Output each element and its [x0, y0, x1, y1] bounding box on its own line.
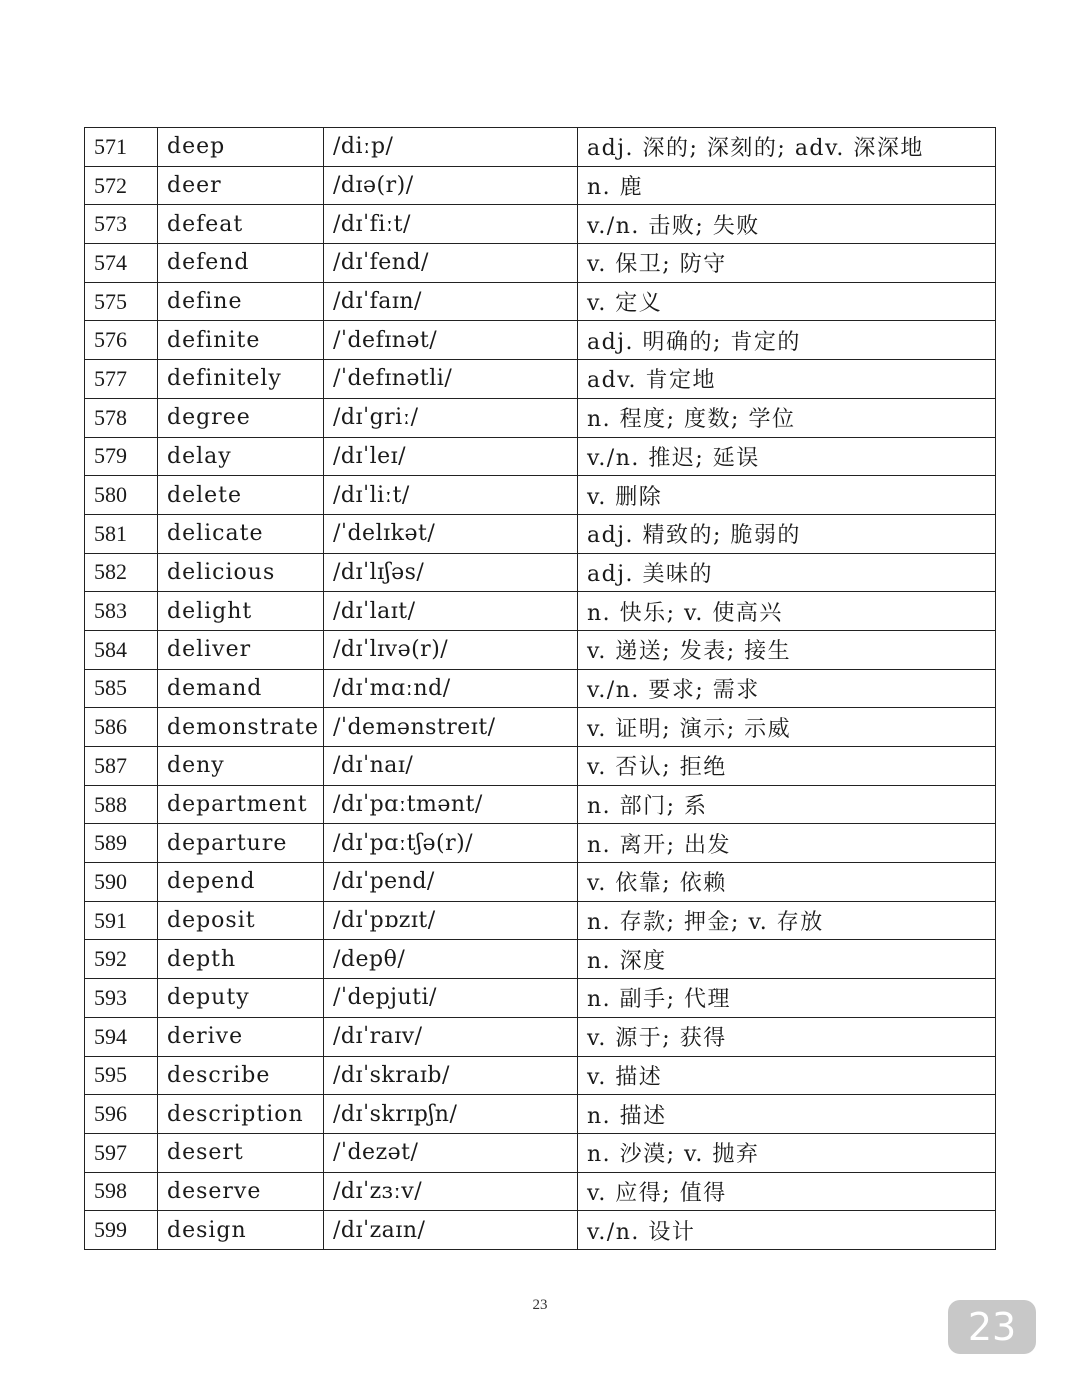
entry-word: delicate — [158, 514, 324, 553]
entry-phonetic: /dɪˈraɪv/ — [324, 1017, 578, 1056]
entry-word: departure — [158, 824, 324, 863]
entry-meaning: n. 深度 — [578, 940, 996, 979]
entry-meaning: v. 保卫; 防守 — [578, 244, 996, 283]
entry-word: depend — [158, 863, 324, 902]
entry-meaning: n. 程度; 度数; 学位 — [578, 398, 996, 437]
entry-number: 582 — [85, 553, 158, 592]
table-row — [85, 669, 996, 708]
entry-meaning: n. 存款; 押金; v. 存放 — [578, 901, 996, 940]
entry-phonetic: /ˈdefɪnətli/ — [324, 360, 578, 399]
table-row — [85, 282, 996, 321]
table-row — [85, 514, 996, 553]
table-row — [85, 901, 996, 940]
entry-number: 580 — [85, 476, 158, 515]
entry-number: 586 — [85, 708, 158, 747]
entry-number: 597 — [85, 1133, 158, 1172]
entry-word: delete — [158, 476, 324, 515]
entry-phonetic: /dɪə(r)/ — [324, 166, 578, 205]
entry-number: 576 — [85, 321, 158, 360]
entry-phonetic: /dɪˈzaɪn/ — [324, 1211, 578, 1250]
entry-word: deny — [158, 747, 324, 786]
entry-word: defend — [158, 244, 324, 283]
entry-number: 571 — [85, 128, 158, 167]
entry-meaning: v. 删除 — [578, 476, 996, 515]
entry-meaning: n. 沙漠; v. 抛弃 — [578, 1133, 996, 1172]
entry-number: 578 — [85, 398, 158, 437]
entry-phonetic: /dɪˈmɑːnd/ — [324, 669, 578, 708]
entry-meaning: v. 定义 — [578, 282, 996, 321]
entry-phonetic: /dɪˈzɜːv/ — [324, 1172, 578, 1211]
entry-word: description — [158, 1095, 324, 1134]
entry-meaning: adj. 精致的; 脆弱的 — [578, 514, 996, 553]
entry-word: define — [158, 282, 324, 321]
entry-number: 575 — [85, 282, 158, 321]
table-row — [85, 747, 996, 786]
entry-phonetic: /dɪˈleɪ/ — [324, 437, 578, 476]
entry-word: demand — [158, 669, 324, 708]
entry-word: describe — [158, 1056, 324, 1095]
table-row — [85, 1017, 996, 1056]
entry-word: desert — [158, 1133, 324, 1172]
table-row — [85, 321, 996, 360]
entry-word: deserve — [158, 1172, 324, 1211]
entry-number: 572 — [85, 166, 158, 205]
entry-phonetic: /dɪˈskraɪb/ — [324, 1056, 578, 1095]
entry-phonetic: /dɪˈpend/ — [324, 863, 578, 902]
entry-number: 583 — [85, 592, 158, 631]
entry-word: delay — [158, 437, 324, 476]
entry-phonetic: /ˈdezət/ — [324, 1133, 578, 1172]
entry-word: definite — [158, 321, 324, 360]
entry-word: deep — [158, 128, 324, 167]
entry-number: 589 — [85, 824, 158, 863]
table-row — [85, 437, 996, 476]
entry-meaning: v./n. 要求; 需求 — [578, 669, 996, 708]
entry-number: 581 — [85, 514, 158, 553]
table-row — [85, 166, 996, 205]
entry-number: 579 — [85, 437, 158, 476]
entry-meaning: v./n. 推迟; 延误 — [578, 437, 996, 476]
entry-phonetic: /depθ/ — [324, 940, 578, 979]
entry-number: 595 — [85, 1056, 158, 1095]
table-row — [85, 785, 996, 824]
entry-word: delicious — [158, 553, 324, 592]
entry-phonetic: /dɪˈpɑːtʃə(r)/ — [324, 824, 578, 863]
entry-word: delight — [158, 592, 324, 631]
entry-phonetic: /dɪˈliːt/ — [324, 476, 578, 515]
table-row — [85, 863, 996, 902]
entry-number: 574 — [85, 244, 158, 283]
entry-meaning: v./n. 设计 — [578, 1211, 996, 1250]
entry-phonetic: /dɪˈlɪʃəs/ — [324, 553, 578, 592]
entry-phonetic: /dɪˈpɑːtmənt/ — [324, 785, 578, 824]
entry-word: depth — [158, 940, 324, 979]
entry-number: 584 — [85, 630, 158, 669]
table-row — [85, 553, 996, 592]
entry-meaning: v. 证明; 演示; 示威 — [578, 708, 996, 747]
vocabulary-table-body — [85, 128, 996, 1250]
entry-phonetic: /ˈdemənstreɪt/ — [324, 708, 578, 747]
entry-meaning: adj. 深的; 深刻的; adv. 深深地 — [578, 128, 996, 167]
entry-word: defeat — [158, 205, 324, 244]
table-row — [85, 1056, 996, 1095]
table-row — [85, 979, 996, 1018]
entry-meaning: v. 应得; 值得 — [578, 1172, 996, 1211]
entry-phonetic: /ˈdefɪnət/ — [324, 321, 578, 360]
entry-number: 591 — [85, 901, 158, 940]
entry-meaning: v. 描述 — [578, 1056, 996, 1095]
entry-number: 588 — [85, 785, 158, 824]
entry-meaning: v. 依靠; 依赖 — [578, 863, 996, 902]
table-row — [85, 630, 996, 669]
entry-word: deliver — [158, 630, 324, 669]
table-row — [85, 398, 996, 437]
entry-word: design — [158, 1211, 324, 1250]
entry-phonetic: /dɪˈfiːt/ — [324, 205, 578, 244]
entry-word: deputy — [158, 979, 324, 1018]
table-row — [85, 244, 996, 283]
entry-number: 587 — [85, 747, 158, 786]
table-row — [85, 1172, 996, 1211]
table-row — [85, 824, 996, 863]
page-number: 23 — [532, 1297, 548, 1313]
entry-number: 592 — [85, 940, 158, 979]
entry-phonetic: /dɪˈlaɪt/ — [324, 592, 578, 631]
entry-word: derive — [158, 1017, 324, 1056]
table-row — [85, 1095, 996, 1134]
entry-number: 598 — [85, 1172, 158, 1211]
entry-meaning: v. 源于; 获得 — [578, 1017, 996, 1056]
entry-meaning: v./n. 击败; 失败 — [578, 205, 996, 244]
entry-phonetic: /ˈdepjuti/ — [324, 979, 578, 1018]
entry-phonetic: /dɪˈlɪvə(r)/ — [324, 630, 578, 669]
entry-word: deposit — [158, 901, 324, 940]
entry-phonetic: /dɪˈpɒzɪt/ — [324, 901, 578, 940]
entry-phonetic: /dɪˈfend/ — [324, 244, 578, 283]
entry-meaning: n. 鹿 — [578, 166, 996, 205]
table-row — [85, 1211, 996, 1250]
entry-meaning: n. 离开; 出发 — [578, 824, 996, 863]
entry-number: 599 — [85, 1211, 158, 1250]
entry-word: deer — [158, 166, 324, 205]
entry-word: degree — [158, 398, 324, 437]
entry-meaning: adv. 肯定地 — [578, 360, 996, 399]
entry-number: 590 — [85, 863, 158, 902]
table-row — [85, 940, 996, 979]
entry-phonetic: /dɪˈgriː/ — [324, 398, 578, 437]
vocabulary-table — [84, 127, 996, 1250]
table-row — [85, 205, 996, 244]
entry-meaning: adj. 美味的 — [578, 553, 996, 592]
page-number-badge[interactable]: 23 — [948, 1300, 1036, 1354]
entry-phonetic: /dɪˈfaɪn/ — [324, 282, 578, 321]
entry-meaning: n. 描述 — [578, 1095, 996, 1134]
entry-phonetic: /diːp/ — [324, 128, 578, 167]
entry-number: 594 — [85, 1017, 158, 1056]
entry-word: department — [158, 785, 324, 824]
entry-word: demonstrate — [158, 708, 324, 747]
table-row — [85, 592, 996, 631]
entry-number: 577 — [85, 360, 158, 399]
table-row — [85, 708, 996, 747]
table-row — [85, 476, 996, 515]
table-row — [85, 1133, 996, 1172]
table-row — [85, 128, 996, 167]
entry-word: definitely — [158, 360, 324, 399]
entry-meaning: n. 部门; 系 — [578, 785, 996, 824]
entry-meaning: v. 递送; 发表; 接生 — [578, 630, 996, 669]
entry-phonetic: /dɪˈnaɪ/ — [324, 747, 578, 786]
entry-meaning: n. 副手; 代理 — [578, 979, 996, 1018]
entry-meaning: n. 快乐; v. 使高兴 — [578, 592, 996, 631]
entry-meaning: v. 否认; 拒绝 — [578, 747, 996, 786]
entry-phonetic: /ˈdelɪkət/ — [324, 514, 578, 553]
entry-number: 573 — [85, 205, 158, 244]
entry-number: 596 — [85, 1095, 158, 1134]
table-row — [85, 360, 996, 399]
entry-number: 593 — [85, 979, 158, 1018]
entry-phonetic: /dɪˈskrɪpʃn/ — [324, 1095, 578, 1134]
entry-meaning: adj. 明确的; 肯定的 — [578, 321, 996, 360]
entry-number: 585 — [85, 669, 158, 708]
